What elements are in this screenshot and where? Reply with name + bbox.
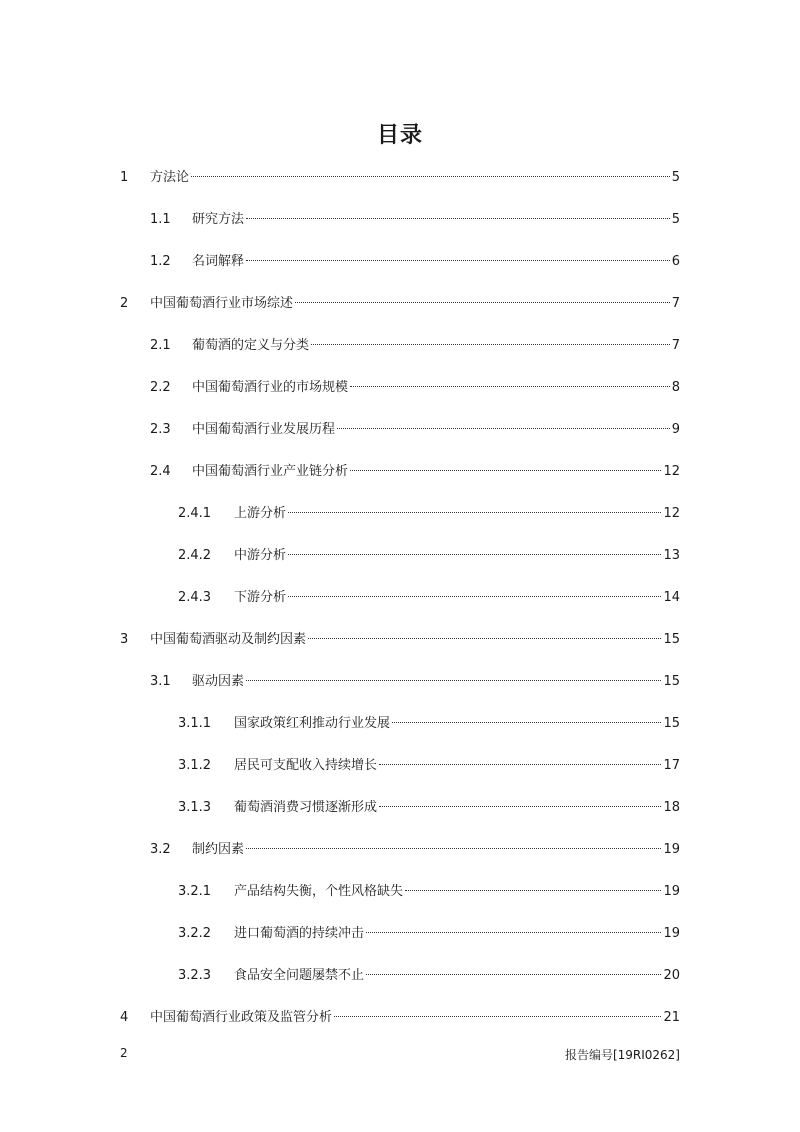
toc-entry-label: 研究方法 — [192, 212, 245, 227]
toc-leader-dots — [246, 218, 670, 219]
toc-entry-number: 2.2 — [150, 380, 171, 395]
toc-entry-label: 中国葡萄酒行业发展历程 — [192, 422, 336, 437]
toc-entry-page: 7 — [671, 338, 680, 353]
toc-leader-dots — [392, 722, 661, 723]
toc-entry-label: 中国葡萄酒行业政策及监管分析 — [150, 1010, 333, 1025]
toc-entry-label: 制约因素 — [192, 842, 245, 857]
toc-leader-dots — [350, 470, 661, 471]
toc-entry-page: 12 — [663, 506, 680, 521]
toc-entry-number: 2.4.1 — [178, 506, 212, 521]
toc-entry[interactable] — [120, 168, 680, 188]
toc-entry-number: 3.1 — [150, 674, 171, 689]
toc-entry-label: 进口葡萄酒的持续冲击 — [234, 926, 365, 941]
toc-entry-page: 19 — [663, 926, 680, 941]
toc-entry-number: 3.1.2 — [178, 758, 212, 773]
toc-entry-label: 居民可支配收入持续增长 — [234, 758, 378, 773]
toc-entry[interactable] — [178, 714, 680, 734]
toc-entry[interactable] — [150, 840, 680, 860]
toc-entry-number: 3.2 — [150, 842, 171, 857]
toc-entry-page: 15 — [663, 716, 680, 731]
toc-entry-page: 12 — [663, 464, 680, 479]
toc-entry-label: 名词解释 — [192, 254, 245, 269]
toc-entry-page: 18 — [663, 800, 680, 815]
toc-entry-number: 3.1.3 — [178, 800, 212, 815]
toc-entry[interactable] — [178, 882, 680, 902]
toc-entry[interactable] — [150, 672, 680, 692]
toc-entry-page: 17 — [663, 758, 680, 773]
toc-entry[interactable] — [120, 1008, 680, 1028]
toc-entry-page: 5 — [671, 212, 680, 227]
toc-entry[interactable] — [178, 546, 680, 566]
toc-entry[interactable] — [150, 252, 680, 272]
toc-entry-number: 4 — [120, 1010, 129, 1025]
toc-entry-label: 中国葡萄酒行业的市场规模 — [192, 380, 349, 395]
toc-entry-label: 驱动因素 — [192, 674, 245, 689]
toc-leader-dots — [405, 890, 661, 891]
toc-entry-label: 中国葡萄酒行业市场综述 — [150, 296, 294, 311]
toc-leader-dots — [379, 764, 661, 765]
toc-leader-dots — [366, 974, 661, 975]
toc-leader-dots — [246, 848, 661, 849]
toc-entry-page: 19 — [663, 842, 680, 857]
toc-entry-label: 国家政策红利推动行业发展 — [234, 716, 391, 731]
toc-leader-dots — [308, 638, 661, 639]
toc-entry-page: 20 — [663, 968, 680, 983]
toc-leader-dots — [288, 512, 661, 513]
toc-entry-number: 2.4 — [150, 464, 171, 479]
toc-leader-dots — [337, 428, 670, 429]
toc-leader-dots — [246, 260, 670, 261]
toc-entry-number: 1.1 — [150, 212, 171, 227]
toc-entry[interactable] — [150, 462, 680, 482]
toc-leader-dots — [311, 344, 670, 345]
toc-leader-dots — [295, 302, 670, 303]
toc-entry[interactable] — [178, 924, 680, 944]
toc-entry-page: 9 — [671, 422, 680, 437]
toc-entry-number: 2 — [120, 296, 129, 311]
toc-entry[interactable] — [178, 756, 680, 776]
toc-entry-number: 3.2.2 — [178, 926, 212, 941]
footer-page-number: 2 — [120, 1046, 128, 1060]
toc-entry-number: 2.4.2 — [178, 548, 212, 563]
toc-leader-dots — [246, 680, 661, 681]
toc-entry-label: 食品安全问题屡禁不止 — [234, 968, 365, 983]
toc-entry-label: 下游分析 — [234, 590, 287, 605]
toc-entry-page: 15 — [663, 632, 680, 647]
toc-entry-number: 3.1.1 — [178, 716, 212, 731]
toc-entry-number: 1 — [120, 170, 129, 185]
toc-entry[interactable] — [178, 504, 680, 524]
toc-entry-number: 3.2.1 — [178, 884, 212, 899]
toc-entry-number: 2.1 — [150, 338, 171, 353]
toc-entry-page: 7 — [671, 296, 680, 311]
toc-entry-page: 5 — [671, 170, 680, 185]
toc-entry-number: 2.4.3 — [178, 590, 212, 605]
toc-leader-dots — [288, 554, 661, 555]
toc-leader-dots — [288, 596, 661, 597]
toc-entry[interactable] — [178, 798, 680, 818]
toc-entry[interactable] — [150, 336, 680, 356]
toc-entry-page: 13 — [663, 548, 680, 563]
toc-entry-number: 3.2.3 — [178, 968, 212, 983]
toc-leader-dots — [366, 932, 661, 933]
toc-entry-number: 1.2 — [150, 254, 171, 269]
toc-entry-page: 19 — [663, 884, 680, 899]
toc-leader-dots — [191, 176, 670, 177]
toc-entry-page: 21 — [663, 1010, 680, 1025]
toc-leader-dots — [379, 806, 661, 807]
toc-entry-number: 3 — [120, 632, 129, 647]
toc-entry-page: 15 — [663, 674, 680, 689]
toc-leader-dots — [334, 1016, 661, 1017]
toc-leader-dots — [350, 386, 670, 387]
toc-entry[interactable] — [120, 630, 680, 650]
toc-entry[interactable] — [178, 588, 680, 608]
toc-entry-label: 中游分析 — [234, 548, 287, 563]
toc-entry-label: 上游分析 — [234, 506, 287, 521]
toc-entry[interactable] — [150, 420, 680, 440]
toc-entry-page: 6 — [671, 254, 680, 269]
toc-entry[interactable] — [150, 210, 680, 230]
toc-entry-label: 葡萄酒消费习惯逐渐形成 — [234, 800, 378, 815]
footer-report-id: 报告编号[19RI0262] — [564, 1048, 680, 1062]
toc-entry[interactable] — [150, 378, 680, 398]
toc-entry-label: 产品结构失衡，个性风格缺失 — [234, 884, 404, 899]
toc-entry-label: 方法论 — [150, 170, 190, 185]
page-title: 目录 — [376, 123, 423, 148]
toc-entry-label: 葡萄酒的定义与分类 — [192, 338, 310, 353]
toc-entry-label: 中国葡萄酒驱动及制约因素 — [150, 632, 307, 647]
toc-entry[interactable] — [120, 294, 680, 314]
toc-entry[interactable] — [178, 966, 680, 986]
toc-entry-label: 中国葡萄酒行业产业链分析 — [192, 464, 349, 479]
toc-entry-page: 8 — [671, 380, 680, 395]
toc-entry-page: 14 — [663, 590, 680, 605]
toc-entry-number: 2.3 — [150, 422, 171, 437]
